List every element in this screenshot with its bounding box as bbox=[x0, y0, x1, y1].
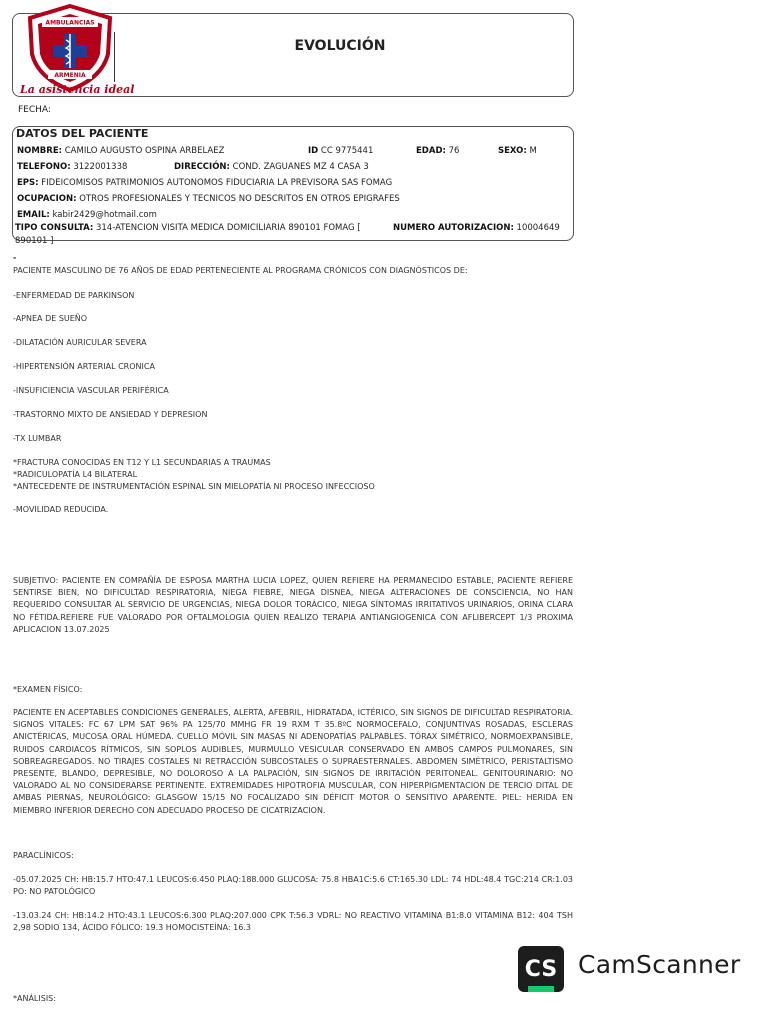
patient-ocupacion bbox=[17, 194, 400, 204]
diagnosis-item: -TRASTORNO MIXTO DE ANSIEDAD Y DEPRESION bbox=[13, 410, 208, 419]
camscanner-badge-text: CS bbox=[524, 957, 558, 982]
patient-sexo bbox=[498, 146, 537, 156]
sub-diagnosis-item: *ANTECEDENTE DE INSTRUMENTACIÓN ESPINAL SIN MIELOPATÍA NI PROCESO INFECCIOSO bbox=[13, 482, 375, 491]
eps-value: FIDEICOMISOS PATRIMONIOS AUTONOMOS FIDUCIARIA LA PREVISORA SAS FOMAG bbox=[41, 178, 393, 188]
camscanner-watermark-text: CamScanner bbox=[578, 950, 741, 979]
diagnosis-item: -DILATACIÓN AURICULAR SEVERA bbox=[13, 338, 147, 347]
patient-autorizacion bbox=[393, 223, 560, 233]
autorizacion-value: 10004649 bbox=[516, 223, 560, 233]
lab-result: -13.03.24 CH: HB:14.2 HTO:43.1 LEUCOS:6.300 PLAQ:207.000 CPK T:56.3 VDRL: NO REACTIVO VITAMINA B1:8.0 VITAMINA B12: 404 TSH 2,98 SODIO 134, ÁCIDO FÓLICO: 19.3 HOMOCISTEÍNA: 16.3 bbox=[13, 911, 573, 933]
analisis-title: *ANÁLISIS: bbox=[13, 994, 56, 1003]
autorizacion-label: NUMERO AUTORIZACION: bbox=[393, 223, 514, 233]
edad-label: EDAD: bbox=[416, 146, 446, 156]
tipo-consulta-value: 314-ATENCION VISITA MEDICA DOMICILIARIA 890101 FOMAG [ bbox=[95, 223, 361, 233]
dash-mark: - bbox=[13, 253, 17, 262]
diagnosis-item: -MOVILIDAD REDUCIDA. bbox=[13, 505, 109, 514]
ambulancias-armenia-logo bbox=[20, 4, 120, 94]
patient-direccion bbox=[174, 162, 369, 172]
id-label: ID bbox=[308, 146, 319, 156]
subjetivo-paragraph: SUBJETIVO: PACIENTE EN COMPAÑÍA DE ESPOSA MARTHA LUCIA LOPEZ, QUIEN REFIERE HA PERMANECIDO ESTABLE, PACIENTE REFIERE SENTIRSE BIEN, NO DIFICULTAD RESPIRATORIA, NIEGA FIEBRE, NIEGA DISNEA, NIEGA ALTERACIONES DE CONSCIENCIA, NO HAN REQUERIDO CONSULTAR AL SERVICIO DE URGENCIAS, NIEGA DOLOR TORÁCICO, NIEGA SÍNTOMAS IRRITATIVOS URINARIOS, ORINA CLARA NO FÉTIDA.REFIERE FUE VALORADO POR OFTALMOLOGIA QUIEN REALIZO TERAPIA ANTIANGIOGENICA CON AFLIBERCEPT 1/3 PROXIMA APLICACION 13.07.2025 bbox=[13, 576, 573, 634]
patient-edad bbox=[416, 146, 459, 156]
page-title: EVOLUCIÓN bbox=[294, 38, 386, 54]
diagnosis-item: -APNEA DE SUEÑO bbox=[13, 314, 88, 323]
logo-bottom-text: ARMENIA bbox=[54, 72, 86, 79]
examen-title: *EXAMEN FÍSICO: bbox=[13, 685, 83, 694]
nombre-value: CAMILO AUGUSTO OSPINA ARBELAEZ bbox=[64, 146, 225, 156]
nombre-label: NOMBRE: bbox=[17, 146, 63, 156]
sub-diagnosis-item: *FRACTURA CONOCIDAS EN T12 Y L1 SECUNDARIAS A TRAUMAS bbox=[13, 458, 271, 467]
direccion-value: COND. ZAGUANES MZ 4 CASA 3 bbox=[232, 162, 369, 172]
patient-section-title: DATOS DEL PACIENTE bbox=[16, 127, 149, 140]
diagnosis-item: -TX LUMBAR bbox=[13, 434, 62, 443]
eps-label: EPS: bbox=[17, 178, 39, 188]
sexo-value: M bbox=[529, 146, 537, 156]
patient-nombre bbox=[17, 146, 224, 156]
camscanner-logo-icon bbox=[518, 946, 564, 992]
edad-value: 76 bbox=[448, 146, 460, 156]
patient-tipo-consulta bbox=[15, 223, 361, 233]
id-value: CC 9775441 bbox=[320, 146, 374, 156]
examen-paragraph: PACIENTE EN ACEPTABLES CONDICIONES GENERALES, ALERTA, AFEBRIL, HIDRATADA, ICTÉRICO, SIN SIGNOS DE DIFICULTAD RESPIRATORIA. SIGNOS VITALES: FC 67 LPM SAT 96% PA 125/70 MMHG FR 19 RXM T 35.8ºC NORMOCEFALO, CONJUNTIVAS ROSADAS, ESCLERAS ANICTÉRICAS, MUCOSA ORAL HÚMEDA. CUELLO MÓVIL SIN MASAS NI ADENOPATÍAS PALPABLES. TÓRAX SIMÉTRICO, NORMOEXPANSIBLE, RUIDOS CARDIACOS RÍTMICOS, SIN SOPLOS AUDIBLES, MURMULLO VESICULAR CONSERVADO EN AMBOS CAMPOS PULMONARES, SIN SOBREAGREGADOS. NO TIRAJES COSTALES NI RETRACCIÓN SUBCOSTALES O SUPRAESTERNALES. ABDOMEN SIMÉTRICO, PERISTALTISMO PRESENTE, BLANDO, DEPRESIBLE, NO DOLOROSO A LA PALPACIÓN, SIN SIGNOS DE IRRITACIÓN PERITONEAL. GENITOURINARIO: NO VALORADO AL NO CONSIDERARSE PERTINENTE. EXTREMIDADES HIPOTROFIA MUSCULAR, CON HIPERPIGMENTACION DE TERCIO DITAL DE AMBAS PIERNAS, NEUROLÓGICO: GLASGOW 15/15 NO FOCALIZADO SIN DÉFICIT MOTOR O SENSITIVO APARENTE. PIEL: HERIDA EN MIEMBRO INFERIOR DERECHO CON ADECUADO PROCESO DE CICATRIZACION. bbox=[13, 708, 573, 815]
patient-email bbox=[17, 210, 157, 220]
direccion-label: DIRECCIÓN: bbox=[174, 162, 230, 172]
telefono-label: TELEFONO: bbox=[17, 162, 71, 172]
fecha-label: FECHA: bbox=[18, 105, 51, 115]
paraclinicos-title: PARACLÍNICOS: bbox=[13, 851, 74, 860]
logo-top-text: AMBULANCIAS bbox=[45, 19, 95, 27]
patient-id bbox=[308, 146, 373, 156]
ocupacion-label: OCUPACION: bbox=[17, 194, 77, 204]
logo-divider bbox=[114, 32, 115, 82]
telefono-value: 3122001338 bbox=[73, 162, 128, 172]
diagnosis-item: -INSUFICIENCIA VASCULAR PERIFÉRICA bbox=[13, 386, 169, 395]
intro-text: PACIENTE MASCULINO DE 76 AÑOS DE EDAD PERTENECIENTE AL PROGRAMA CRÓNICOS CON DIAGNÓSTICOS DE: bbox=[13, 266, 468, 275]
email-value: kabir2429@hotmail.com bbox=[52, 210, 157, 220]
sexo-label: SEXO: bbox=[498, 146, 527, 156]
patient-telefono bbox=[17, 162, 127, 172]
patient-tipo-consulta-cont: 890101 ] bbox=[15, 236, 54, 246]
diagnosis-item: -ENFERMEDAD DE PARKINSON bbox=[13, 291, 135, 300]
diagnosis-item: -HIPERTENSIÓN ARTERIAL CRONICA bbox=[13, 362, 155, 371]
lab-result: -05.07.2025 CH: HB:15.7 HTO:47.1 LEUCOS:6.450 PLAQ:188.000 GLUCOSA: 75.8 HBA1C:5.6 CT:165.30 LDL: 74 HDL:48.4 TGC:214 CR:1.03 PO: NO PATOLÓGICO bbox=[13, 875, 573, 897]
ocupacion-value: OTROS PROFESIONALES Y TECNICOS NO DESCRITOS EN OTROS EPIGRAFES bbox=[79, 194, 400, 204]
patient-eps bbox=[17, 178, 392, 188]
tipo-consulta-label: TIPO CONSULTA: bbox=[15, 223, 94, 233]
sub-diagnosis-item: *RADICULOPATÍA L4 BILATERAL bbox=[13, 470, 138, 479]
logo-tagline: La asistencia ideal bbox=[20, 83, 135, 96]
email-label: EMAIL: bbox=[17, 210, 50, 220]
